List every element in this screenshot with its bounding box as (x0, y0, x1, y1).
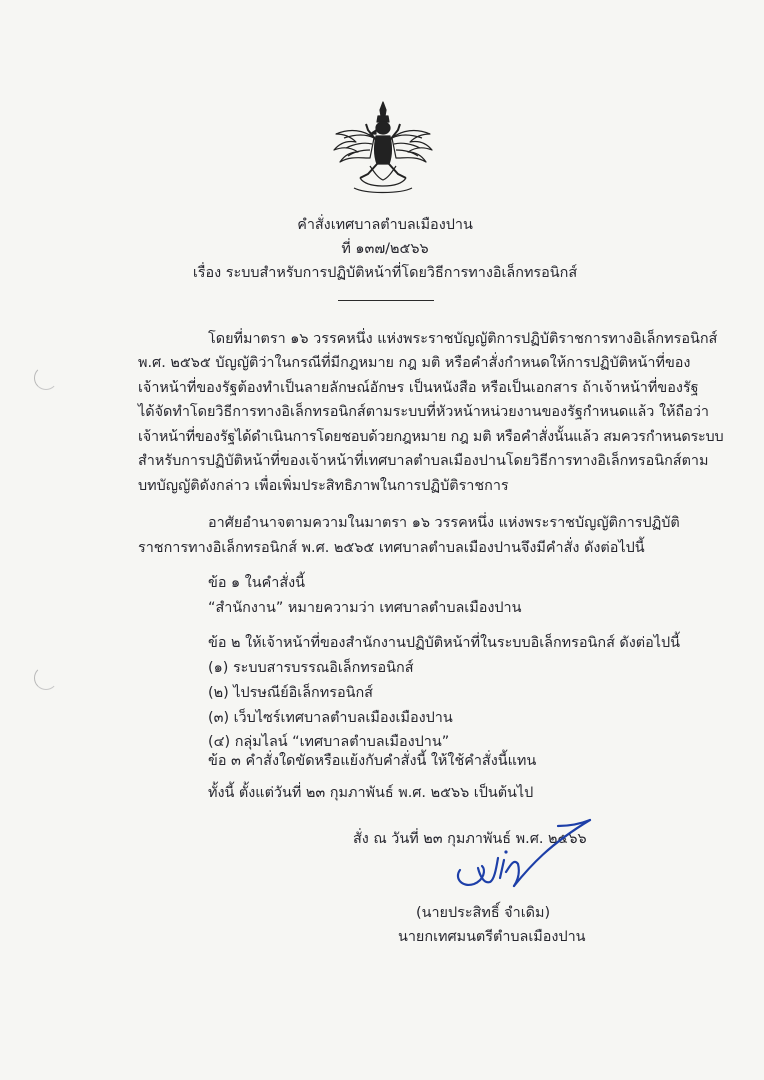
clause1-title: ข้อ ๑ ในคำสั่งนี้ (208, 575, 305, 591)
clause2-item-2: (๒) ไปรษณีย์อิเล็กทรอนิกส์ (208, 685, 373, 701)
para1-line-7: บทบัญญัติดังกล่าว เพื่อเพิ่มประสิทธิภาพในการปฏิบัติราชการ (138, 478, 509, 494)
clause1-definition: “สำนักงาน” หมายความว่า เทศบาลตำบลเมืองปาน (208, 600, 522, 616)
punch-hole-bottom (34, 666, 58, 690)
clause2-item-3: (๓) เว็บไซร์เทศบาลตำบลเมืองเมืองปาน (208, 710, 453, 726)
clause2-item-4: (๔) กลุ่มไลน์ “เทศบาลตำบลเมืองปาน” (208, 734, 450, 750)
signer-name: (นายประสิทธิ์ จำเดิม) (416, 905, 551, 921)
para1-line-1: โดยที่มาตรา ๑๖ วรรคหนึ่ง แห่งพระราชบัญญัติการปฏิบัติราชการทางอิเล็กทรอนิกส์ (208, 331, 718, 347)
handwritten-signature (440, 808, 610, 898)
order-subject: เรื่อง ระบบสำหรับการปฏิบัติหน้าที่โดยวิธีการทางอิเล็กทรอนิกส์ (192, 265, 578, 281)
para1-line-6: สำหรับการปฏิบัติหน้าที่ของเจ้าหน้าที่เทศบาลตำบลเมืองปานโดยวิธีการทางอิเล็กทรอนิกส์ตาม (138, 453, 709, 469)
clause2-item-1: (๑) ระบบสารบรรณอิเล็กทรอนิกส์ (208, 660, 414, 676)
signer-position: นายกเทศมนตรีตำบลเมืองปาน (398, 929, 586, 945)
para2-line-2: ราชการทางอิเล็กทรอนิกส์ พ.ศ. ๒๕๖๕ เทศบาลตำบลเมืองปานจึงมีคำสั่ง ดังต่อไปนี้ (138, 540, 645, 556)
clause2-title: ข้อ ๒ ให้เจ้าหน้าที่ของสำนักงานปฏิบัติหน้าที่ในระบบอิเล็กทรอนิกส์ ดังต่อไปนี้ (208, 635, 681, 651)
signed-date: สั่ง ณ วันที่ ๒๓ กุมภาพันธ์ พ.ศ. ๒๕๖๖ (353, 831, 587, 847)
para1-line-4: ได้จัดทำโดยวิธีการทางอิเล็กทรอนิกส์ตามระบบที่หัวหน้าหน่วยงานของรัฐกำหนดแล้ว ให้ถือว่า (138, 404, 709, 420)
clause3: ข้อ ๓ คำสั่งใดขัดหรือแย้งกับคำสั่งนี้ ให้ใช้คำสั่งนี้แทน (208, 753, 537, 769)
punch-hole-top (34, 366, 58, 390)
para1-line-2: พ.ศ. ๒๕๖๕ บัญญัติว่าในกรณีที่มีกฎหมาย กฎ มติ หรือคำสั่งกำหนดให้การปฏิบัติหน้าที่ของ (138, 355, 691, 371)
para2-line-1: อาศัยอำนาจตามความในมาตรา ๑๖ วรรคหนึ่ง แห่งพระราชบัญญัติการปฏิบัติ (208, 515, 680, 531)
garuda-emblem-icon (330, 100, 436, 196)
para1-line-5: เจ้าหน้าที่ของรัฐได้ดำเนินการโดยชอบด้วยกฎหมาย กฎ มติ หรือคำสั่งนั้นแล้ว สมควรกำหนดระบบ (138, 429, 724, 445)
order-org-title: คำสั่งเทศบาลตำบลเมืองปาน (297, 217, 473, 233)
effective-date: ทั้งนี้ ตั้งแต่วันที่ ๒๓ กุมภาพันธ์ พ.ศ. ๒๕๖๖ เป็นต้นไป (208, 785, 534, 801)
order-number: ที่ ๑๓๗/๒๕๖๖ (341, 241, 429, 257)
para1-line-3: เจ้าหน้าที่ของรัฐต้องทำเป็นลายลักษณ์อักษร เป็นหนังสือ หรือเป็นเอกสาร ถ้าเจ้าหน้าที่ของรัฐ (138, 380, 699, 396)
header-divider (338, 300, 434, 301)
